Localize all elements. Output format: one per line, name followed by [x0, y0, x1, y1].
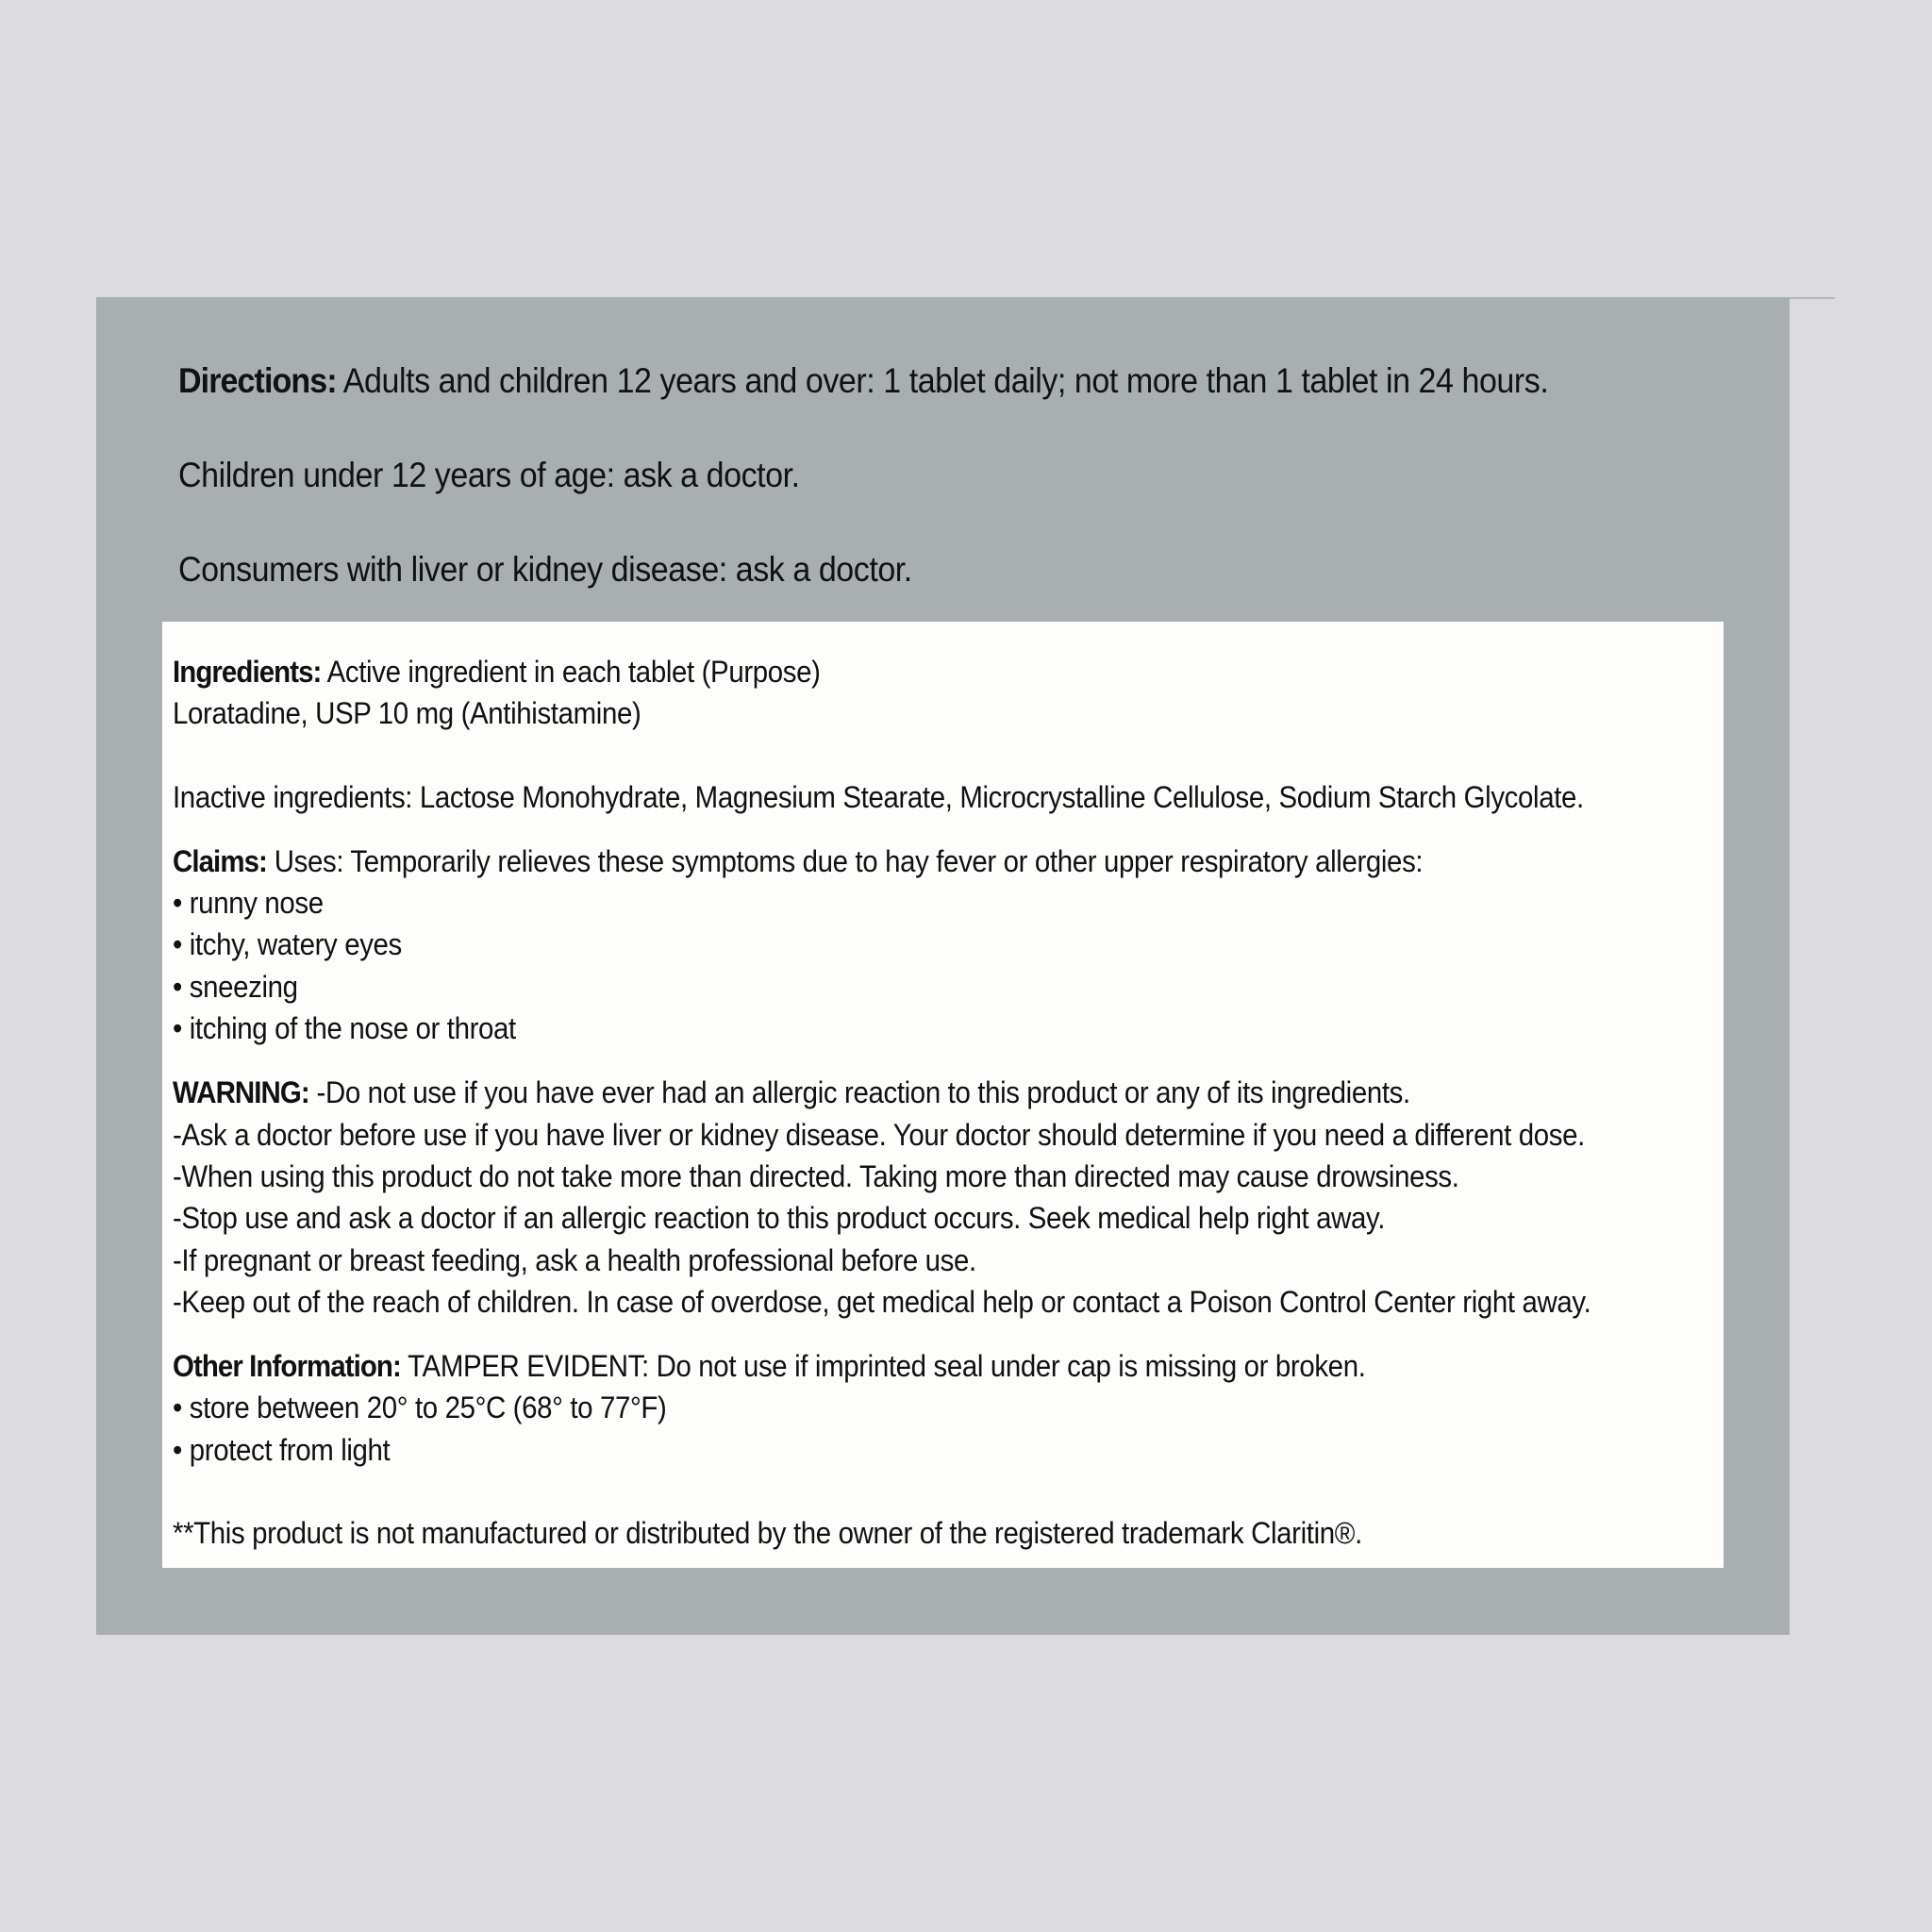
other-information-text: TAMPER EVIDENT: Do not use if imprinted seal under cap is missing or broken.	[400, 1349, 1366, 1384]
warning-line: -Stop use and ask a doctor if an allergic reaction to this product occurs. Seek medical help right away.	[173, 1201, 1386, 1236]
claims-item: • runny nose	[173, 886, 324, 921]
ingredients-heading	[173, 651, 1596, 692]
other-information-item: • protect from light	[173, 1432, 391, 1467]
ingredients-inactive: Inactive ingredients: Lactose Monohydrate, Magnesium Stearate, Microcrystalline Cellulose, Sodium Starch Glycolate.	[173, 779, 1584, 814]
directions-consumers: Consumers with liver or kidney disease: ask a doctor.	[178, 550, 912, 589]
claims-heading	[173, 841, 1596, 882]
warning-line: -When using this product do not take more than directed. Taking more than directed may cause drowsiness.	[173, 1158, 1459, 1193]
trademark-disclaimer: **This product is not manufactured or distributed by the owner of the registered trademark Claritin®.	[173, 1516, 1362, 1551]
other-information-label: Other Information:	[173, 1349, 401, 1384]
warning-line: -Ask a doctor before use if you have liver or kidney disease. Your doctor should determine if you need a different dose.	[173, 1117, 1585, 1152]
directions-label: Directions:	[178, 361, 337, 400]
claims-item: • itching of the nose or throat	[173, 1011, 516, 1046]
claims-text: Uses: Temporarily relieves these symptoms due to hay fever or other upper respiratory allergies:	[266, 843, 1424, 878]
warning-first: -Do not use if you have ever had an allergic reaction to this product or any of its ingredients.	[308, 1075, 1410, 1110]
claims-label: Claims:	[173, 843, 267, 878]
directions-text: Adults and children 12 years and over: 1 tablet daily; not more than 1 tablet in 24 hours.	[336, 361, 1549, 400]
ingredients-label: Ingredients:	[173, 655, 322, 689]
directions-children: Children under 12 years of age: ask a doctor.	[178, 456, 800, 494]
other-information-heading	[173, 1345, 1596, 1387]
ingredients-active-heading: Active ingredient in each tablet (Purpose)	[321, 655, 821, 689]
warning-line: -If pregnant or breast feeding, ask a health professional before use.	[173, 1242, 976, 1277]
other-information-item: • store between 20° to 25°C (68° to 77°F)	[173, 1391, 667, 1425]
panel-edge-line	[1790, 297, 1835, 299]
warning-label: WARNING:	[173, 1075, 309, 1110]
claims-item: • sneezing	[173, 969, 298, 1004]
ingredients-active: Loratadine, USP 10 mg (Antihistamine)	[173, 696, 641, 731]
directions-section	[178, 357, 1782, 640]
warning-line: -Keep out of the reach of children. In case of overdose, get medical help or contact a Poison Control Center right away.	[173, 1284, 1591, 1319]
warning-heading	[173, 1072, 1596, 1113]
information-content	[173, 651, 1720, 1554]
directions-line	[178, 357, 1654, 406]
claims-item: • itchy, watery eyes	[173, 927, 402, 962]
